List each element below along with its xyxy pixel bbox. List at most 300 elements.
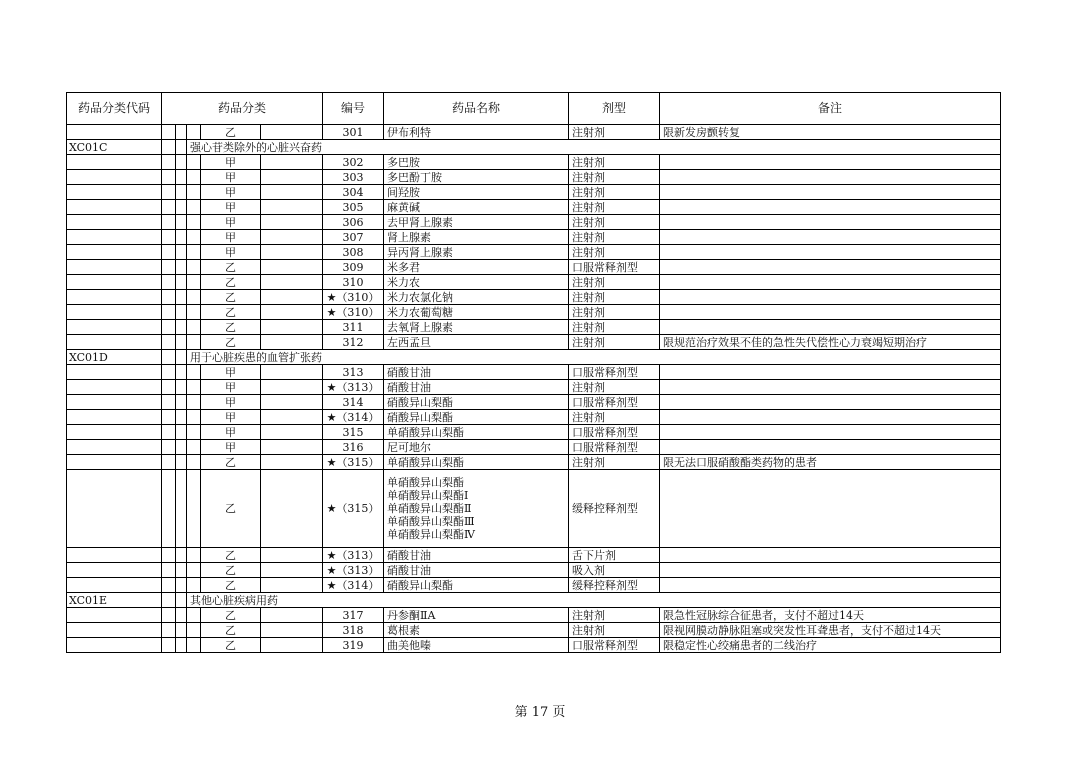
empty-cell — [176, 548, 187, 563]
note-cell — [660, 155, 1001, 170]
note-cell: 限稳定性心绞痛患者的二线治疗 — [660, 638, 1001, 653]
form-cell: 注射剂 — [569, 155, 660, 170]
drug-row — [67, 410, 1001, 425]
note-cell: 限新发房颤转复 — [660, 125, 1001, 140]
code-cell — [67, 215, 162, 230]
drug-row — [67, 245, 1001, 260]
empty-cell — [261, 470, 323, 548]
number-cell: 306 — [323, 215, 384, 230]
grade-cell: 甲 — [201, 395, 261, 410]
empty-cell — [176, 335, 187, 350]
name-cell: 葛根素 — [384, 623, 569, 638]
form-cell: 注射剂 — [569, 305, 660, 320]
number-cell: 319 — [323, 638, 384, 653]
name-cell: 间羟胺 — [384, 185, 569, 200]
empty-cell — [261, 455, 323, 470]
empty-cell — [261, 260, 323, 275]
drug-row — [67, 305, 1001, 320]
drug-row — [67, 380, 1001, 395]
form-cell: 注射剂 — [569, 380, 660, 395]
drug-row — [67, 425, 1001, 440]
form-cell: 注射剂 — [569, 245, 660, 260]
empty-cell — [162, 425, 176, 440]
code-cell — [67, 638, 162, 653]
empty-cell — [162, 320, 176, 335]
empty-cell — [187, 335, 201, 350]
empty-cell — [176, 140, 187, 155]
empty-cell — [162, 638, 176, 653]
empty-cell — [261, 638, 323, 653]
grade-cell: 乙 — [201, 608, 261, 623]
category-code: XC01D — [67, 350, 162, 365]
category-title: 其他心脏疾病用药 — [187, 593, 1001, 608]
grade-cell: 甲 — [201, 230, 261, 245]
empty-cell — [261, 125, 323, 140]
empty-cell — [176, 350, 187, 365]
code-cell — [67, 365, 162, 380]
form-cell: 注射剂 — [569, 215, 660, 230]
note-cell — [660, 563, 1001, 578]
form-cell: 口服常释剂型 — [569, 425, 660, 440]
note-cell — [660, 200, 1001, 215]
empty-cell — [176, 425, 187, 440]
note-cell — [660, 380, 1001, 395]
empty-cell — [261, 623, 323, 638]
code-cell — [67, 305, 162, 320]
empty-cell — [187, 320, 201, 335]
number-cell: 311 — [323, 320, 384, 335]
empty-cell — [187, 245, 201, 260]
empty-cell — [187, 230, 201, 245]
empty-cell — [187, 380, 201, 395]
code-cell — [67, 170, 162, 185]
grade-cell: 甲 — [201, 200, 261, 215]
empty-cell — [187, 470, 201, 548]
drug-row — [67, 320, 1001, 335]
empty-cell — [162, 185, 176, 200]
header-name: 药品名称 — [384, 93, 569, 125]
empty-cell — [176, 290, 187, 305]
drug-row — [67, 395, 1001, 410]
note-cell — [660, 170, 1001, 185]
name-cell: 多巴酚丁胺 — [384, 170, 569, 185]
category-row — [67, 140, 1001, 155]
empty-cell — [187, 410, 201, 425]
empty-cell — [261, 245, 323, 260]
note-cell — [660, 440, 1001, 455]
form-cell: 注射剂 — [569, 290, 660, 305]
empty-cell — [261, 365, 323, 380]
number-cell: 307 — [323, 230, 384, 245]
empty-cell — [261, 215, 323, 230]
empty-cell — [162, 548, 176, 563]
note-cell — [660, 275, 1001, 290]
grade-cell: 甲 — [201, 380, 261, 395]
empty-cell — [187, 455, 201, 470]
name-cell: 单硝酸异山梨酯 — [384, 425, 569, 440]
empty-cell — [261, 335, 323, 350]
category-row — [67, 350, 1001, 365]
number-cell: 303 — [323, 170, 384, 185]
note-cell — [660, 578, 1001, 593]
empty-cell — [176, 623, 187, 638]
header-note: 备注 — [660, 93, 1001, 125]
form-cell: 口服常释剂型 — [569, 260, 660, 275]
empty-cell — [176, 215, 187, 230]
empty-cell — [162, 260, 176, 275]
form-cell: 注射剂 — [569, 275, 660, 290]
note-cell — [660, 470, 1001, 548]
drug-row — [67, 185, 1001, 200]
grade-cell: 乙 — [201, 623, 261, 638]
code-cell — [67, 563, 162, 578]
name-cell: 硝酸甘油 — [384, 365, 569, 380]
number-cell: 317 — [323, 608, 384, 623]
grade-cell: 乙 — [201, 320, 261, 335]
drug-catalog-table — [66, 92, 1001, 653]
empty-cell — [187, 395, 201, 410]
empty-cell — [162, 410, 176, 425]
drug-row — [67, 638, 1001, 653]
name-cell: 尼可地尔 — [384, 440, 569, 455]
name-line: 单硝酸异山梨酯 — [387, 476, 464, 489]
drug-row — [67, 608, 1001, 623]
empty-cell — [187, 155, 201, 170]
empty-cell — [261, 305, 323, 320]
number-cell: 318 — [323, 623, 384, 638]
form-cell: 注射剂 — [569, 335, 660, 350]
name-cell: 硝酸甘油 — [384, 548, 569, 563]
name-cell-multi — [384, 470, 569, 548]
empty-cell — [261, 185, 323, 200]
name-cell: 硝酸甘油 — [384, 563, 569, 578]
code-cell — [67, 623, 162, 638]
number-cell: 312 — [323, 335, 384, 350]
number-cell: 305 — [323, 200, 384, 215]
drug-row — [67, 335, 1001, 350]
drug-row — [67, 230, 1001, 245]
name-line: 单硝酸异山梨酯Ⅰ — [387, 489, 469, 502]
grade-cell: 乙 — [201, 305, 261, 320]
form-cell: 缓释控释剂型 — [569, 578, 660, 593]
grade-cell: 甲 — [201, 440, 261, 455]
name-cell: 多巴胺 — [384, 155, 569, 170]
note-cell — [660, 305, 1001, 320]
empty-cell — [176, 200, 187, 215]
empty-cell — [187, 125, 201, 140]
grade-cell: 甲 — [201, 365, 261, 380]
drug-row — [67, 275, 1001, 290]
empty-cell — [176, 320, 187, 335]
empty-cell — [162, 440, 176, 455]
code-cell — [67, 470, 162, 548]
category-code: XC01C — [67, 140, 162, 155]
code-cell — [67, 548, 162, 563]
number-cell: ★（313） — [323, 563, 384, 578]
note-cell: 限规范治疗效果不佳的急性失代偿性心力衰竭短期治疗 — [660, 335, 1001, 350]
number-cell: 315 — [323, 425, 384, 440]
grade-cell: 乙 — [201, 335, 261, 350]
number-cell: 313 — [323, 365, 384, 380]
empty-cell — [261, 320, 323, 335]
number-cell: 309 — [323, 260, 384, 275]
empty-cell — [261, 548, 323, 563]
empty-cell — [176, 230, 187, 245]
code-cell — [67, 410, 162, 425]
empty-cell — [162, 365, 176, 380]
code-cell — [67, 185, 162, 200]
empty-cell — [176, 125, 187, 140]
grade-cell: 甲 — [201, 215, 261, 230]
drug-row — [67, 365, 1001, 380]
empty-cell — [261, 608, 323, 623]
number-cell: ★（310） — [323, 305, 384, 320]
name-cell: 去氧肾上腺素 — [384, 320, 569, 335]
empty-cell — [187, 215, 201, 230]
empty-cell — [187, 185, 201, 200]
name-cell: 伊布利特 — [384, 125, 569, 140]
empty-cell — [187, 548, 201, 563]
grade-cell: 乙 — [201, 638, 261, 653]
name-line: 单硝酸异山梨酯Ⅱ — [387, 502, 472, 515]
empty-cell — [187, 608, 201, 623]
empty-cell — [261, 578, 323, 593]
empty-cell — [261, 425, 323, 440]
grade-cell: 乙 — [201, 455, 261, 470]
drug-row-multi — [67, 470, 1001, 548]
grade-cell: 乙 — [201, 470, 261, 548]
empty-cell — [176, 275, 187, 290]
empty-cell — [176, 365, 187, 380]
code-cell — [67, 425, 162, 440]
number-cell: ★（314） — [323, 578, 384, 593]
empty-cell — [162, 170, 176, 185]
name-cell: 曲美他嗪 — [384, 638, 569, 653]
empty-cell — [176, 608, 187, 623]
name-cell: 异丙肾上腺素 — [384, 245, 569, 260]
empty-cell — [261, 275, 323, 290]
drug-row — [67, 200, 1001, 215]
empty-cell — [162, 593, 176, 608]
drug-row — [67, 455, 1001, 470]
form-cell: 注射剂 — [569, 200, 660, 215]
code-cell — [67, 335, 162, 350]
header-form: 剂型 — [569, 93, 660, 125]
name-cell: 麻黄碱 — [384, 200, 569, 215]
empty-cell — [162, 455, 176, 470]
category-row — [67, 593, 1001, 608]
code-cell — [67, 245, 162, 260]
form-cell: 注射剂 — [569, 410, 660, 425]
name-cell: 单硝酸异山梨酯 — [384, 455, 569, 470]
empty-cell — [187, 200, 201, 215]
code-cell — [67, 125, 162, 140]
category-title: 强心苷类除外的心脏兴奋药 — [187, 140, 1001, 155]
drug-row — [67, 623, 1001, 638]
grade-cell: 乙 — [201, 578, 261, 593]
number-cell: 310 — [323, 275, 384, 290]
form-cell: 口服常释剂型 — [569, 440, 660, 455]
form-cell: 注射剂 — [569, 170, 660, 185]
empty-cell — [176, 455, 187, 470]
drug-row — [67, 170, 1001, 185]
empty-cell — [162, 608, 176, 623]
empty-cell — [176, 593, 187, 608]
name-cell: 硝酸异山梨酯 — [384, 395, 569, 410]
empty-cell — [261, 200, 323, 215]
empty-cell — [176, 395, 187, 410]
empty-cell — [261, 563, 323, 578]
note-cell — [660, 365, 1001, 380]
code-cell — [67, 380, 162, 395]
form-cell: 舌下片剂 — [569, 548, 660, 563]
header-category: 药品分类 — [162, 93, 323, 125]
code-cell — [67, 290, 162, 305]
empty-cell — [176, 470, 187, 548]
form-cell: 注射剂 — [569, 185, 660, 200]
code-cell — [67, 200, 162, 215]
name-cell: 米力农葡萄糖 — [384, 305, 569, 320]
grade-cell: 乙 — [201, 275, 261, 290]
empty-cell — [162, 563, 176, 578]
name-cell: 丹参酮ⅡA — [384, 608, 569, 623]
empty-cell — [162, 125, 176, 140]
grade-cell: 乙 — [201, 563, 261, 578]
note-cell — [660, 395, 1001, 410]
empty-cell — [176, 245, 187, 260]
note-cell — [660, 245, 1001, 260]
code-cell — [67, 155, 162, 170]
number-cell: ★（315） — [323, 455, 384, 470]
empty-cell — [162, 200, 176, 215]
note-cell — [660, 320, 1001, 335]
empty-cell — [162, 305, 176, 320]
note-cell: 限无法口服硝酸酯类药物的患者 — [660, 455, 1001, 470]
table-header-row — [67, 93, 1001, 125]
form-cell: 注射剂 — [569, 608, 660, 623]
empty-cell — [176, 170, 187, 185]
empty-cell — [261, 395, 323, 410]
empty-cell — [176, 155, 187, 170]
empty-cell — [176, 440, 187, 455]
note-cell — [660, 290, 1001, 305]
empty-cell — [162, 245, 176, 260]
form-cell: 注射剂 — [569, 230, 660, 245]
drug-row — [67, 290, 1001, 305]
empty-cell — [162, 380, 176, 395]
form-cell: 注射剂 — [569, 320, 660, 335]
empty-cell — [162, 275, 176, 290]
drug-row — [67, 548, 1001, 563]
drug-row — [67, 155, 1001, 170]
empty-cell — [176, 185, 187, 200]
category-title: 用于心脏疾患的血管扩张药 — [187, 350, 1001, 365]
empty-cell — [176, 638, 187, 653]
empty-cell — [162, 470, 176, 548]
number-cell: 314 — [323, 395, 384, 410]
drug-row — [67, 578, 1001, 593]
drug-row — [67, 125, 1001, 140]
grade-cell: 甲 — [201, 170, 261, 185]
form-cell: 注射剂 — [569, 623, 660, 638]
drug-row — [67, 563, 1001, 578]
number-cell: 316 — [323, 440, 384, 455]
empty-cell — [162, 290, 176, 305]
name-cell: 硝酸异山梨酯 — [384, 410, 569, 425]
empty-cell — [261, 290, 323, 305]
empty-cell — [261, 230, 323, 245]
note-cell — [660, 185, 1001, 200]
number-cell: ★（315） — [323, 470, 384, 548]
category-code: XC01E — [67, 593, 162, 608]
page-number: 第 17 页 — [514, 705, 566, 720]
name-cell: 米力农氯化钠 — [384, 290, 569, 305]
note-cell — [660, 260, 1001, 275]
code-cell — [67, 320, 162, 335]
form-cell: 吸入剂 — [569, 563, 660, 578]
grade-cell: 甲 — [201, 155, 261, 170]
number-cell: 308 — [323, 245, 384, 260]
empty-cell — [162, 623, 176, 638]
code-cell — [67, 608, 162, 623]
form-cell: 缓释控释剂型 — [569, 470, 660, 548]
empty-cell — [162, 335, 176, 350]
form-cell: 注射剂 — [569, 125, 660, 140]
empty-cell — [176, 563, 187, 578]
code-cell — [67, 230, 162, 245]
number-cell: ★（313） — [323, 548, 384, 563]
header-code: 药品分类代码 — [67, 93, 162, 125]
empty-cell — [162, 395, 176, 410]
code-cell — [67, 440, 162, 455]
grade-cell: 乙 — [201, 125, 261, 140]
note-cell — [660, 230, 1001, 245]
drug-row — [67, 440, 1001, 455]
empty-cell — [176, 305, 187, 320]
empty-cell — [261, 155, 323, 170]
empty-cell — [187, 365, 201, 380]
form-cell: 口服常释剂型 — [569, 395, 660, 410]
name-cell: 米力农 — [384, 275, 569, 290]
empty-cell — [162, 215, 176, 230]
code-cell — [67, 455, 162, 470]
grade-cell: 乙 — [201, 290, 261, 305]
empty-cell — [187, 440, 201, 455]
empty-cell — [176, 578, 187, 593]
empty-cell — [187, 305, 201, 320]
grade-cell: 乙 — [201, 260, 261, 275]
name-cell: 米多君 — [384, 260, 569, 275]
name-cell: 左西孟旦 — [384, 335, 569, 350]
name-line: 单硝酸异山梨酯Ⅳ — [387, 528, 475, 541]
form-cell: 口服常释剂型 — [569, 365, 660, 380]
empty-cell — [187, 425, 201, 440]
name-cell: 去甲肾上腺素 — [384, 215, 569, 230]
drug-row — [67, 215, 1001, 230]
empty-cell — [176, 410, 187, 425]
empty-cell — [176, 260, 187, 275]
note-cell — [660, 425, 1001, 440]
number-cell: 304 — [323, 185, 384, 200]
empty-cell — [187, 563, 201, 578]
name-cell: 肾上腺素 — [384, 230, 569, 245]
grade-cell: 乙 — [201, 548, 261, 563]
empty-cell — [261, 170, 323, 185]
grade-cell: 甲 — [201, 410, 261, 425]
number-cell: ★（314） — [323, 410, 384, 425]
code-cell — [67, 275, 162, 290]
empty-cell — [261, 410, 323, 425]
